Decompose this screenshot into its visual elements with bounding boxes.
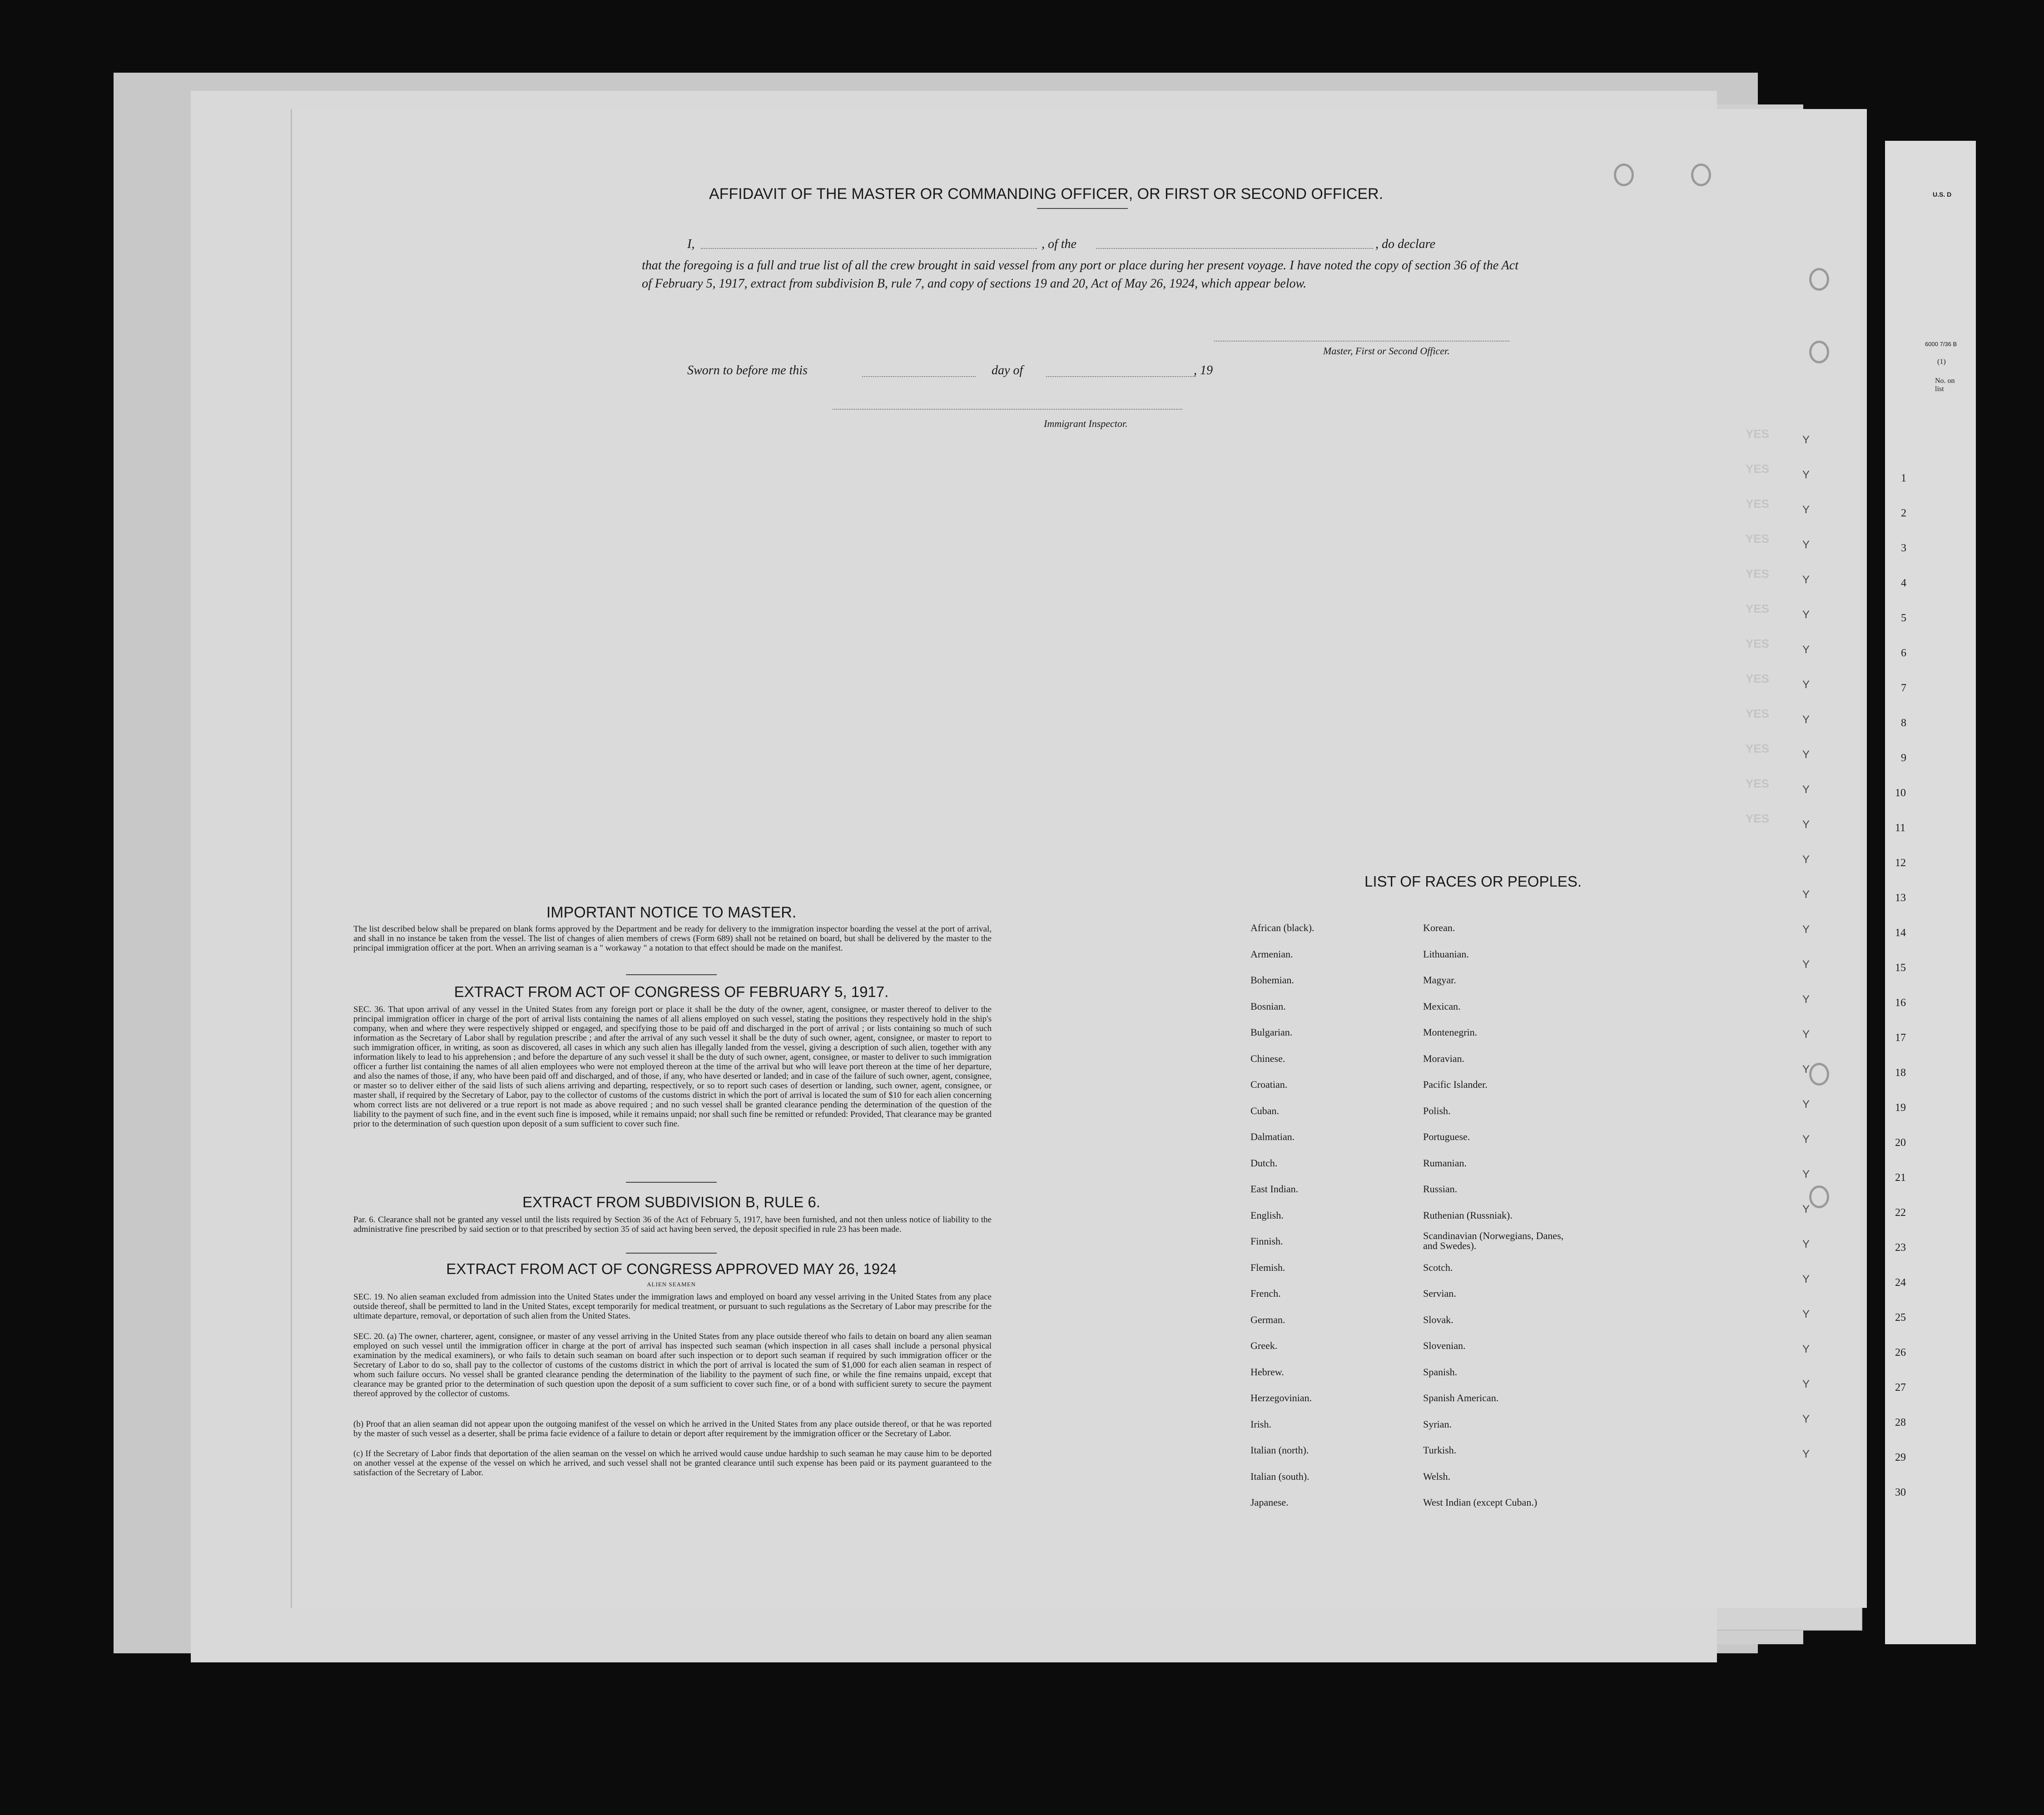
notice-body: The list described below shall be prepared on blank forms approved by the Department and be ready for delivery to the immigration inspector boarding the vessel at the port of arrival, and shall in no instance be taken from the vessel. The list of changes of alien members of crews (Form 689) shall not be retained on board, but shall be delivered by the master to the principal immigration officer at the port. When an arriving seaman is a " workaway " a notation to that effect should be made on the manifest. <box>353 924 992 953</box>
affidavit-i: I, <box>687 237 695 251</box>
y-mark: Y <box>1802 993 1810 1006</box>
y-mark: Y <box>1802 853 1810 866</box>
extract-1917-body: SEC. 36. That upon arrival of any vessel in the United States from any foreign port or place it shall be the duty of the owner, agent, consignee, or master thereof to deliver to the principal immigration officer in charge of the port of arrival lists containing the names of all aliens employed on such vessel, stating the positions they respectively hold in the ship's company, when and where they were respectively shipped or engaged, and specifying those to be paid off and discharged in the port of arrival ; or lists containing so much of such information as the Secretary of Labor shall by regulation prescribe ; and after the arrival of any such vessel it shall be the duty of such owner, agent, consignee, or master to report to such immigration officer, in writing, as soon as discovered, all cases in which any such alien has illegally landed from the vessel, giving a description of such alien, together with any information likely to lead to his apprehension ; and before the departure of any such vessel it shall be the duty of such owner, agent, consignee, or master to deliver to such immigration officer a further list containing the names of all alien employees who were not employed thereon at the time of the arrival but who will leave port thereon at the time of her departure, and also the names of those, if any, who have been paid off and discharged, and of those, if any, who have deserted or landed; and in case of the failure of such owner, agent, consignee, or master so to deliver either of the said lists of such aliens arriving and departing, respectively, or so to report such cases of desertion or landing, such owner, agent, consignee, or master shall, if required by the Secretary of Labor, pay to the collector of customs of the customs district in which the port of arrival is located the sum of $10 for each alien concerning whom correct lists are not delivered or a true report is not made as above required ; and no such vessel shall be granted clearance pending the determination of the question of the liability to the payment of such fine, and in the event such fine is imposed, while it remains unpaid; nor shall such fine be remitted or refunded: Provided, That clearance may be granted prior to the determination of such question upon deposit of a sum sufficient to cover such fine. <box>353 1005 992 1129</box>
race-item: Chinese. <box>1250 1052 1285 1064</box>
y-mark: Y <box>1802 609 1810 621</box>
race-item: Greek. <box>1250 1340 1278 1351</box>
race-item: French. <box>1250 1288 1281 1299</box>
rule6-title: EXTRACT FROM SUBDIVISION B, RULE 6. <box>522 1194 820 1210</box>
y-mark: Y <box>1802 888 1810 901</box>
race-item: German. <box>1250 1314 1285 1325</box>
race-item: English. <box>1250 1209 1284 1221</box>
race-item: Herzegovinian. <box>1250 1392 1312 1403</box>
race-item: Bohemian. <box>1250 974 1294 986</box>
y-mark: Y <box>1802 504 1810 516</box>
y-mark: Y <box>1802 1378 1810 1390</box>
right-form-sheet <box>1885 141 1976 1644</box>
race-item: Montenegrin. <box>1423 1027 1478 1038</box>
race-item: Welsh. <box>1423 1470 1450 1482</box>
race-item: Flemish. <box>1250 1261 1285 1273</box>
y-mark: Y <box>1802 784 1810 796</box>
y-mark: Y <box>1802 574 1810 586</box>
race-item: Magyar. <box>1423 974 1456 986</box>
race-item: Moravian. <box>1423 1052 1465 1064</box>
race-item: Mexican. <box>1423 1000 1461 1012</box>
race-item: Armenian. <box>1250 948 1293 960</box>
divider <box>626 974 717 975</box>
race-item: Dalmatian. <box>1250 1131 1295 1142</box>
y-mark: Y <box>1802 644 1810 656</box>
row-number: 1 <box>1901 472 1906 484</box>
row-number: 20 <box>1895 1137 1906 1149</box>
ghost-yes-mark: YES <box>1746 462 1770 476</box>
race-item: Servian. <box>1423 1288 1456 1299</box>
row-number: 25 <box>1895 1312 1906 1324</box>
row-number: 7 <box>1901 682 1906 694</box>
race-item: East Indian. <box>1250 1183 1299 1195</box>
y-mark: Y <box>1802 1308 1810 1320</box>
y-mark: Y <box>1802 1168 1810 1180</box>
row-number: 6 <box>1901 647 1906 659</box>
row-number: 23 <box>1895 1242 1906 1254</box>
main-sheet <box>291 109 1867 1608</box>
row-number: 29 <box>1895 1452 1906 1463</box>
punch-hole <box>1809 341 1829 363</box>
master-name-line <box>701 248 1037 249</box>
right-form-header: U.S. D <box>1933 191 1952 198</box>
right-form-col-label: No. on list <box>1935 377 1955 393</box>
race-item: Irish. <box>1250 1418 1271 1430</box>
divider <box>626 1182 717 1183</box>
y-mark: Y <box>1802 1098 1810 1111</box>
row-number: 28 <box>1895 1417 1906 1428</box>
race-item: Dutch. <box>1250 1157 1278 1169</box>
ghost-yes-mark: YES <box>1746 672 1770 685</box>
y-mark: Y <box>1802 539 1810 551</box>
punch-hole <box>1614 164 1634 186</box>
notice-title: IMPORTANT NOTICE TO MASTER. <box>546 904 797 921</box>
sworn-day-of: day of <box>992 363 1023 377</box>
race-item: Italian (south). <box>1250 1470 1310 1482</box>
race-item: Slovenian. <box>1423 1340 1466 1351</box>
ghost-yes-mark: YES <box>1746 427 1770 441</box>
race-item: Spanish. <box>1423 1366 1458 1378</box>
sec20c-body: (c) If the Secretary of Labor finds that deportation of the alien seaman on the vessel on which he arrived would cause undue hardship to such seaman he may cause him to be deported on another vessel at the expense of the vessel on which he arrived, and such vessel shall not be granted clearance until such expense has been paid or its payment guaranteed to the satisfaction of the Secretary of Labor. <box>353 1449 992 1478</box>
row-number: 3 <box>1901 542 1906 554</box>
race-item: Rumanian. <box>1423 1157 1467 1169</box>
ghost-yes-mark: YES <box>1746 567 1770 580</box>
race-item: Spanish American. <box>1423 1392 1499 1403</box>
row-number: 30 <box>1895 1487 1906 1498</box>
punch-hole <box>1809 268 1829 291</box>
y-mark: Y <box>1802 1238 1810 1250</box>
y-mark: Y <box>1802 1203 1810 1215</box>
race-item: Scotch. <box>1423 1261 1453 1273</box>
affidavit-title: AFFIDAVIT OF THE MASTER OR COMMANDING OFFICER, OR FIRST OR SECOND OFFICER. <box>709 185 1384 203</box>
races-title: LIST OF RACES OR PEOPLES. <box>1364 873 1582 890</box>
row-number: 27 <box>1895 1382 1906 1393</box>
ghost-yes-mark: YES <box>1746 497 1770 511</box>
row-number: 17 <box>1895 1032 1906 1044</box>
row-number: 11 <box>1895 822 1906 834</box>
row-number: 16 <box>1895 997 1906 1009</box>
y-mark: Y <box>1802 679 1810 691</box>
ghost-yes-mark: YES <box>1746 742 1770 755</box>
race-item: Turkish. <box>1423 1444 1457 1456</box>
inspector-line <box>833 409 1182 410</box>
race-item: African (black). <box>1250 922 1315 933</box>
race-item: Slovak. <box>1423 1314 1454 1325</box>
affidavit-do-declare: , do declare <box>1375 237 1435 251</box>
row-number: 12 <box>1895 857 1906 869</box>
ghost-yes-mark: YES <box>1746 707 1770 720</box>
sec20a-body: SEC. 20. (a) The owner, charterer, agent, consignee, or master of any vessel arriving in the United States from any place outside thereof who fails to detain on board any alien seaman employed on such vessel until the immigration officer in charge at the port of arrival has inspected such seaman (which inspection in all cases shall include a personal physical examination by the medical examiners), or who fails to detain such seaman on board after such inspection or to deport such seaman if required by such immigration officer or the Secretary of Labor to do so, shall pay to the collector of customs of the customs district in which the port of arrival is located the sum of $1,000 for each alien seaman in respect of whom such failure occurs. No vessel shall be granted clearance pending the determination of the liability to the payment of such fine, or while the fine remains unpaid, except that clearance may be granted prior to the determination of such question upon the deposit of a sum sufficient to cover such fine, or of a bond with sufficient surety to secure the payment thereof approved by the collector of customs. <box>353 1332 992 1398</box>
right-form-number: 6000 7/36 B <box>1925 341 1957 347</box>
sec20b-body: (b) Proof that an alien seaman did not appear upon the outgoing manifest of the vessel on which he arrived in the United States from any place outside thereof, or that he was reported by the master of such vessel as a deserter, shall be prima facie evidence of a failure to detain or deport after requirement by the immigration officer or the Secretary of Labor. <box>353 1419 992 1438</box>
race-item: Syrian. <box>1423 1418 1452 1430</box>
punch-hole <box>1809 1185 1829 1208</box>
divider <box>1037 208 1128 209</box>
sworn-month-line <box>1046 376 1196 377</box>
race-item: Italian (north). <box>1250 1444 1309 1456</box>
y-mark: Y <box>1802 1063 1810 1076</box>
y-mark: Y <box>1802 958 1810 971</box>
y-mark: Y <box>1802 923 1810 936</box>
extract-1924-subtitle: ALIEN SEAMEN <box>647 1281 696 1288</box>
punch-hole <box>1691 164 1711 186</box>
sec19-body: SEC. 19. No alien seaman excluded from admission into the United States under the immigration laws and employed on board any vessel arriving in the United States from any place outside thereof, shall be permitted to land in the United States, except temporarily for medical treatment, or pursuant to such regulations as the Secretary of Labor may prescribe for the ultimate departure, removal, or deportation of such alien from the United States. <box>353 1292 992 1321</box>
race-item: Japanese. <box>1250 1497 1289 1508</box>
row-number: 2 <box>1901 507 1906 519</box>
race-item: Bulgarian. <box>1250 1027 1293 1038</box>
sworn-year: , 19 <box>1194 363 1213 377</box>
race-item: Korean. <box>1423 922 1455 933</box>
y-mark: Y <box>1802 1448 1810 1460</box>
sworn-day-line <box>862 376 976 377</box>
row-number: 10 <box>1895 787 1906 799</box>
y-mark: Y <box>1802 714 1810 726</box>
race-item: Lithuanian. <box>1423 948 1469 960</box>
y-mark: Y <box>1802 749 1810 761</box>
ghost-yes-mark: YES <box>1746 637 1770 650</box>
affidavit-body: that the foregoing is a full and true list of all the crew brought in said vessel from any port or place during her present voyage. I have noted the copy of section 36 of the Act of February 5, 1917, extract from subdivision B, rule 7, and copy of sections 19 and 20, Act of May 26, 1924, which appear below. <box>642 258 1518 291</box>
y-mark: Y <box>1802 1413 1810 1425</box>
row-number: 26 <box>1895 1347 1906 1359</box>
row-number: 4 <box>1901 577 1906 589</box>
row-number: 5 <box>1901 612 1906 624</box>
row-number: 9 <box>1901 752 1906 764</box>
race-item: Finnish. <box>1250 1235 1283 1247</box>
y-mark: Y <box>1802 1343 1810 1355</box>
row-number: 22 <box>1895 1207 1906 1219</box>
race-item: Pacific Islander. <box>1423 1079 1488 1090</box>
inspector-label: Immigrant Inspector. <box>1044 418 1128 429</box>
sworn-prefix: Sworn to before me this <box>687 363 808 377</box>
ghost-yes-mark: YES <box>1746 777 1770 790</box>
row-number: 8 <box>1901 717 1906 729</box>
vessel-name-line <box>1096 248 1373 249</box>
row-number: 24 <box>1895 1277 1906 1289</box>
row-number: 14 <box>1895 927 1906 939</box>
race-item: Hebrew. <box>1250 1366 1284 1378</box>
y-mark: Y <box>1802 1273 1810 1285</box>
ghost-yes-mark: YES <box>1746 602 1770 615</box>
race-item: Croatian. <box>1250 1079 1288 1090</box>
race-item: Portuguese. <box>1423 1131 1470 1142</box>
y-mark: Y <box>1802 469 1810 481</box>
signature-line <box>1214 341 1509 342</box>
race-item: Cuban. <box>1250 1105 1279 1116</box>
row-number: 18 <box>1895 1067 1906 1079</box>
divider <box>626 1253 717 1254</box>
race-item: Scandinavian (Norwegians, Danes, and Swedes). <box>1423 1230 1564 1251</box>
race-item: Bosnian. <box>1250 1000 1286 1012</box>
y-mark: Y <box>1802 1133 1810 1146</box>
y-mark: Y <box>1802 434 1810 446</box>
row-number: 19 <box>1895 1102 1906 1114</box>
y-mark: Y <box>1802 1028 1810 1041</box>
race-item: Russian. <box>1423 1183 1458 1195</box>
y-mark: Y <box>1802 818 1810 831</box>
signature-label: Master, First or Second Officer. <box>1323 345 1450 357</box>
row-number: 13 <box>1895 892 1906 904</box>
race-item: Polish. <box>1423 1105 1451 1116</box>
right-form-col-index: (1) <box>1937 358 1946 366</box>
ghost-yes-mark: YES <box>1746 812 1770 825</box>
rule6-body: Par. 6. Clearance shall not be granted any vessel until the lists required by Section 36 of the Act of February 5, 1917, have been furnished, and not then unless notice of liability to the administrative fine prescribed by said section or to that prescribed by section 35 of said act having been served, the deposit specified in rule 23 has been made. <box>353 1215 992 1234</box>
punch-hole <box>1809 1063 1829 1086</box>
row-number: 21 <box>1895 1172 1906 1184</box>
extract-1917-title: EXTRACT FROM ACT OF CONGRESS OF FEBRUARY 5, 1917. <box>454 983 889 1000</box>
row-number: 15 <box>1895 962 1906 974</box>
affidavit-of-the: , of the <box>1042 237 1077 251</box>
race-item: West Indian (except Cuban.) <box>1423 1497 1538 1508</box>
ghost-yes-mark: YES <box>1746 532 1770 545</box>
race-item: Ruthenian (Russniak). <box>1423 1209 1513 1221</box>
extract-1924-title: EXTRACT FROM ACT OF CONGRESS APPROVED MAY 26, 1924 <box>446 1260 897 1277</box>
